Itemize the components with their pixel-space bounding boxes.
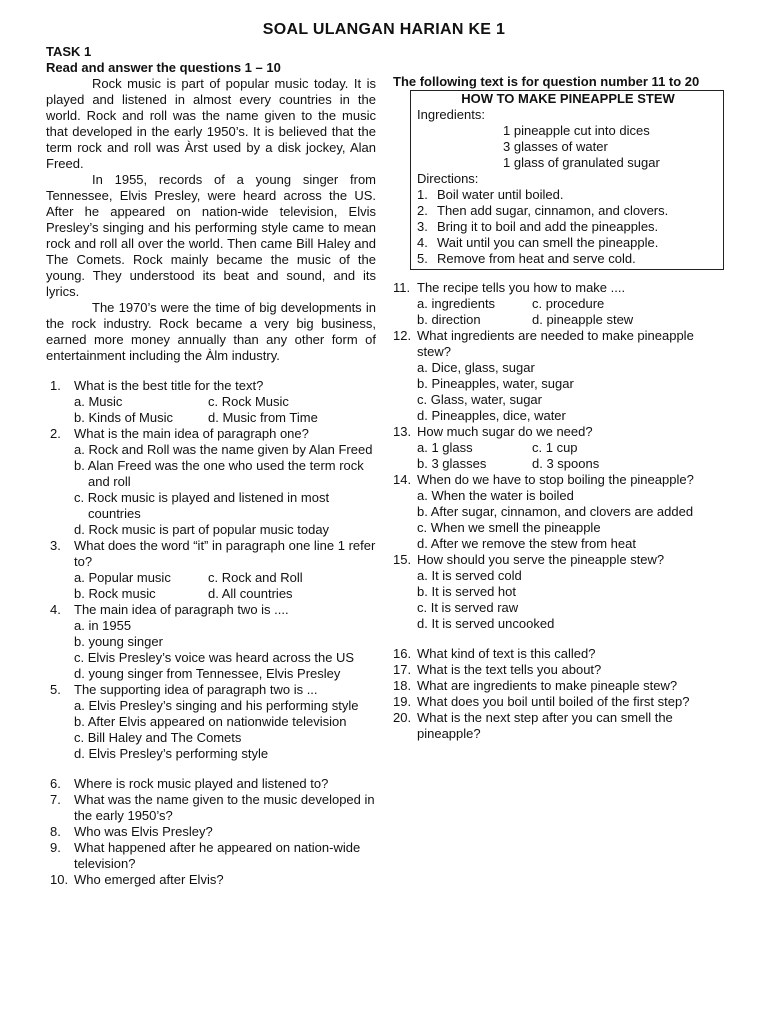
direction-step	[417, 235, 719, 251]
answer-option: c. 1 cup	[532, 440, 578, 455]
question-item	[393, 472, 723, 552]
question	[393, 552, 723, 568]
answer-options	[393, 488, 723, 552]
answer-option: b. After sugar, cinnamon, and clovers are added	[417, 504, 694, 519]
question-text: The main idea of paragraph two is ....	[74, 602, 289, 617]
question-text: What does you boil until boiled of the first step?	[417, 694, 690, 709]
question-text: What is the main idea of paragraph one?	[74, 426, 309, 441]
direction-step	[417, 219, 719, 235]
question-number: 7.	[50, 792, 61, 807]
question-item	[393, 280, 723, 328]
ingredient-item: 1 glass of granulated sugar	[503, 155, 660, 170]
directions-label: Directions:	[417, 171, 479, 186]
question-item	[46, 378, 376, 426]
question-item	[46, 602, 376, 682]
question	[46, 426, 376, 442]
answer-option: a. Music	[74, 394, 123, 409]
answer-option: c. Elvis Presley’s voice was heard across the US	[74, 650, 355, 665]
question	[393, 424, 723, 440]
ingredients-label: Ingredients:	[417, 107, 485, 122]
question	[393, 328, 723, 360]
question-number: 20.	[393, 710, 412, 725]
question	[46, 682, 376, 698]
step-number: 1.	[417, 187, 428, 202]
essay-question	[46, 792, 376, 824]
question-item	[46, 426, 376, 538]
answer-option: b. After Elvis appeared on nationwide television	[74, 714, 347, 729]
answer-option: d. Pineapples, dice, water	[417, 408, 566, 423]
question-number: 4.	[50, 602, 61, 617]
question	[46, 538, 376, 570]
question-number: 1.	[50, 378, 61, 393]
question-text: What happened after he appeared on nation-wide television?	[74, 840, 361, 871]
question	[393, 280, 723, 296]
step-number: 3.	[417, 219, 428, 234]
answer-options	[46, 394, 376, 426]
step-text: Remove from heat and serve cold.	[437, 251, 636, 266]
answer-option: b. It is served hot	[417, 584, 516, 599]
question-number: 10.	[50, 872, 69, 887]
multiple-choice-list	[393, 280, 723, 632]
answer-option: d. young singer from Tennessee, Elvis Presley	[74, 666, 341, 681]
essay-question	[393, 678, 723, 694]
direction-step	[417, 203, 719, 219]
step-number: 2.	[417, 203, 428, 218]
question-item	[393, 328, 723, 424]
answer-options	[393, 296, 723, 328]
answer-option: d. pineapple stew	[532, 312, 634, 327]
question-text: What are ingredients to make pineaple stew?	[417, 678, 678, 693]
answer-options	[393, 568, 723, 632]
question-text: What does the word “it” in paragraph one line 1 refer to?	[74, 538, 376, 569]
answer-option: b. direction	[417, 312, 481, 327]
paragraph: In 1955, records of a young singer from Tennessee, Elvis Presley, were heard across the US. After he appeared on nation-wide television, Elvis Presley’s singing and his performing style came to mean rock and roll all over the world. Then came Bill Haley and The Comets. Rock mainly became the music of the young. They understood its beat and sound, and its lyrics.	[46, 172, 376, 299]
answer-option: d. All countries	[208, 586, 293, 601]
question-text: How much sugar do we need?	[417, 424, 593, 439]
answer-option: c. Rock Music	[208, 394, 289, 409]
essay-question-list	[393, 646, 723, 742]
essay-question	[46, 872, 376, 888]
answer-options	[46, 570, 376, 602]
question-number: 14.	[393, 472, 412, 487]
essay-question	[393, 662, 723, 678]
essay-question	[46, 824, 376, 840]
step-text: Bring it to boil and add the pineapples.	[437, 219, 659, 234]
reading-passage	[46, 76, 376, 364]
question-text: What kind of text is this called?	[417, 646, 596, 661]
answer-option: b. young singer	[74, 634, 163, 649]
answer-option: a. Rock and Roll was the name given by Alan Freed	[74, 442, 373, 457]
step-text: Boil water until boiled.	[437, 187, 564, 202]
answer-option: a. 1 glass	[417, 440, 473, 455]
answer-option: a. When the water is boiled	[417, 488, 574, 503]
question-number: 12.	[393, 328, 412, 343]
question-number: 11.	[393, 280, 411, 295]
answer-option: b. Alan Freed was the one who used the term rock and roll	[74, 458, 364, 489]
question-text: What was the name given to the music developed in the early 1950’s?	[74, 792, 375, 823]
question	[393, 472, 723, 488]
essay-question	[393, 646, 723, 662]
answer-option: b. Pineapples, water, sugar	[417, 376, 574, 391]
question-text: What is the best title for the text?	[74, 378, 264, 393]
section-heading: The following text is for question number 11 to 20	[393, 74, 700, 89]
question-item	[46, 538, 376, 602]
question-number: 5.	[50, 682, 61, 697]
step-text: Wait until you can smell the pineapple.	[437, 235, 659, 250]
answer-option: a. It is served cold	[417, 568, 522, 583]
step-text: Then add sugar, cinnamon, and clovers.	[437, 203, 669, 218]
right-column	[393, 74, 723, 742]
answer-option: c. Bill Haley and The Comets	[74, 730, 242, 745]
essay-question	[393, 694, 723, 710]
answer-option: b. Kinds of Music	[74, 410, 173, 425]
answer-options	[46, 618, 376, 682]
left-column	[46, 44, 376, 888]
question-text: What ingredients are needed to make pineapple stew?	[417, 328, 694, 359]
essay-question	[46, 776, 376, 792]
answer-option: c. When we smell the pineapple	[417, 520, 601, 535]
answer-option: d. 3 spoons	[532, 456, 600, 471]
question-item	[46, 682, 376, 762]
question-text: Who was Elvis Presley?	[74, 824, 213, 839]
question-number: 19.	[393, 694, 412, 709]
question	[46, 602, 376, 618]
step-number: 4.	[417, 235, 428, 250]
question-number: 6.	[50, 776, 61, 791]
answer-option: a. ingredients	[417, 296, 496, 311]
answer-option: d. It is served uncooked	[417, 616, 555, 631]
paragraph: Rock music is part of popular music today. It is played and listened in almost every countries in the world. Rock and roll was the name given to the music that developed in the early 1950’s. It is believed that the term rock and roll was Àrst used by a disk jockey, Alan Freed.	[46, 76, 376, 171]
question-number: 16.	[393, 646, 412, 661]
question-number: 3.	[50, 538, 61, 553]
question-number: 2.	[50, 426, 61, 441]
ingredient-item: 3 glasses of water	[503, 139, 608, 154]
question-text: When do we have to stop boiling the pineapple?	[417, 472, 694, 487]
question-text: What is the text tells you about?	[417, 662, 602, 677]
answer-option: b. Rock music	[74, 586, 156, 601]
answer-option: c. It is served raw	[417, 600, 519, 615]
answer-option: c. Glass, water, sugar	[417, 392, 542, 407]
instruction: Read and answer the questions 1 – 10	[46, 60, 281, 75]
answer-option: d. Elvis Presley’s performing style	[74, 746, 269, 761]
question-text: Where is rock music played and listened to?	[74, 776, 329, 791]
question-text: Who emerged after Elvis?	[74, 872, 224, 887]
answer-option: d. After we remove the stew from heat	[417, 536, 636, 551]
answer-option: c. Rock and Roll	[208, 570, 303, 585]
question-number: 9.	[50, 840, 61, 855]
ingredient-item: 1 pineapple cut into dices	[503, 123, 650, 138]
question-text: What is the next step after you can smell the pineapple?	[417, 710, 673, 741]
answer-option: a. in 1955	[74, 618, 132, 633]
answer-option: d. Rock music is part of popular music today	[74, 522, 330, 537]
question-number: 15.	[393, 552, 412, 567]
step-number: 5.	[417, 251, 428, 266]
answer-option: a. Dice, glass, sugar	[417, 360, 535, 375]
answer-option: a. Elvis Presley’s singing and his performing style	[74, 698, 359, 713]
recipe-box	[410, 90, 724, 270]
answer-option: c. Rock music is played and listened in most countries	[74, 490, 330, 521]
answer-options	[46, 698, 376, 762]
answer-options	[393, 360, 723, 424]
direction-step	[417, 187, 719, 203]
question-text: How should you serve the pineapple stew?	[417, 552, 665, 567]
question-number: 18.	[393, 678, 412, 693]
paragraph: The 1970’s were the time of big developments in the rock industry. Rock became a very big business, earned more money annually than any other form of entertainment including the Àlm industry.	[46, 300, 376, 363]
question-number: 17.	[393, 662, 412, 677]
question	[46, 378, 376, 394]
answer-option: a. Popular music	[74, 570, 171, 585]
task-label: TASK 1	[46, 44, 92, 59]
answer-option: b. 3 glasses	[417, 456, 487, 471]
question-item	[393, 424, 723, 472]
question-text: The recipe tells you how to make ....	[417, 280, 626, 295]
essay-question	[393, 710, 723, 742]
question-text: The supporting idea of paragraph two is ...	[74, 682, 318, 697]
question-item	[393, 552, 723, 632]
direction-step	[417, 251, 719, 267]
multiple-choice-list	[46, 378, 376, 762]
answer-options	[46, 442, 376, 538]
answer-option: c. procedure	[532, 296, 605, 311]
essay-question-list	[46, 776, 376, 888]
question-number: 8.	[50, 824, 61, 839]
page-title: SOAL ULANGAN HARIAN KE 1	[262, 21, 506, 38]
answer-option: d. Music from Time	[208, 410, 318, 425]
question-number: 13.	[393, 424, 412, 439]
directions-list	[417, 187, 719, 267]
essay-question	[46, 840, 376, 872]
recipe-title: HOW TO MAKE PINEAPPLE STEW	[461, 91, 675, 106]
answer-options	[393, 440, 723, 472]
